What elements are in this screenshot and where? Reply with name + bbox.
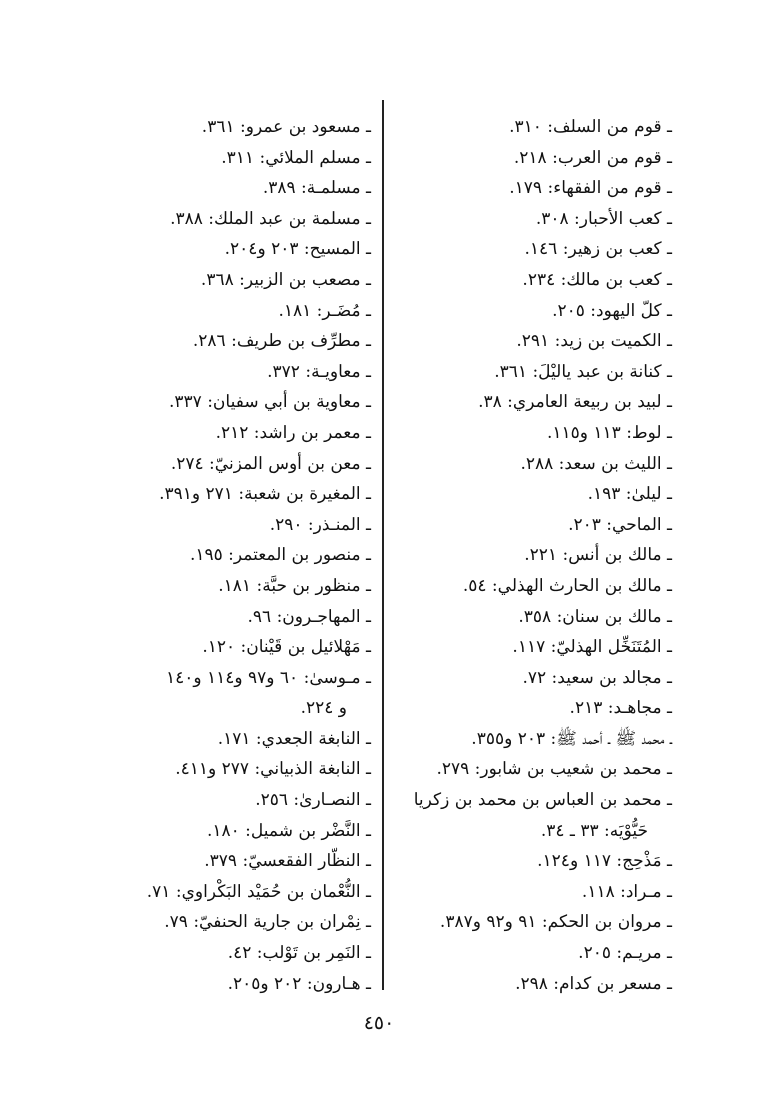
index-entry: ـ المُتَنَخِّل الهذليّ: ١١٧. (512, 637, 672, 658)
index-entry: ـ مطرِّف بن طريف: ٢٨٦. (192, 331, 371, 352)
index-entry: ـ معن بن أوس المزنيّ: ٢٧٤. (170, 453, 371, 474)
index-entry: ـ كعب الأحبار: ٣٠٨. (535, 208, 672, 229)
index-entry: ـ نِمْران بن جارية الحنفيّ: ٧٩. (164, 912, 371, 933)
index-entry: ـ المسيح: ٢٠٣ و٢٠٤. (224, 239, 371, 260)
index-entry: ـ كنانة بن عبد ياليْلَ: ٣٦١. (494, 361, 672, 382)
index-entry: ـ النَّضْر بن شميل: ١٨٠. (206, 820, 371, 841)
index-entry: ـ مَهْلائيل بن قَيْنان: ١٢٠. (202, 637, 371, 658)
index-entry: ـ مريـم: ٢٠٥. (578, 943, 672, 964)
index-entry: ـ ليلىٰ: ١٩٣. (587, 484, 672, 505)
index-entry: ـ كعب بن زهير: ١٤٦. (524, 239, 672, 260)
index-entry: ـ النابغة الجعدي: ١٧١. (217, 728, 371, 749)
index-entry: ـ المنـذر: ٢٩٠. (269, 514, 371, 535)
index-entry: ـ قوم من العرب: ٢١٨. (513, 147, 672, 168)
index-entry: ـ مسلمة بن عبد الملك: ٣٨٨. (170, 208, 371, 229)
index-entry: ـ مسعر بن كدام: ٢٩٨. (515, 973, 672, 994)
index-entry: ـ قوم من الفقهاء: ١٧٩. (509, 178, 672, 199)
index-entry: ـ معاوية بن أبي سفيان: ٣٣٧. (168, 392, 371, 413)
index-entry: ـ معاويـة: ٣٧٢. (267, 361, 371, 382)
index-entry: ـ مـوسىٰ: ٦٠ و٩٧ و١١٤ و١٤٠ (165, 667, 371, 688)
index-entry: ـ كعب بن مالك: ٢٣٤. (522, 269, 672, 290)
right-column (372, 112, 672, 999)
index-entry: ـ مسلمـة: ٣٨٩. (262, 178, 371, 199)
page-number: ٤٥٠ (363, 1012, 395, 1034)
left-column (71, 112, 371, 999)
index-entry: ـ الكميت بن زيد: ٢٩١. (516, 331, 672, 352)
index-entry: ـ هـارون: ٢٠٢ و٢٠٥. (227, 973, 371, 994)
index-entry: ـ مسلم الملائي: ٣١١. (221, 147, 371, 168)
index-entry: ـ مالك بن سنان: ٣٥٨. (518, 606, 672, 627)
index-entry: ـ المغيرة بن شعبة: ٢٧١ و٣٩١. (159, 484, 371, 505)
index-entry: ـ منصور بن المعتمر: ١٩٥. (189, 545, 371, 566)
index-entry: ـ مَذْحِج: ١١٧ و١٢٤. (537, 851, 672, 872)
index-entry: ـ النصـارىٰ: ٢٥٦. (255, 790, 371, 811)
index-entry: حَيُّوْيَه: ٣٣ ـ ٣٤. (540, 820, 648, 841)
index-entry: ـ معمر بن راشد: ٢١٢. (215, 422, 371, 443)
index-entry: ـ مـراد: ١١٨. (581, 881, 672, 902)
index-entry: ـ كلّ اليهود: ٢٠٥. (552, 300, 672, 321)
index-entry: ـ مجالد بن سعيد: ٧٢. (522, 667, 672, 688)
index-entry: ـ مالك بن الحارث الهذلي: ٥٤. (462, 575, 672, 596)
index-entry: ـ النُّعْمان بن حُمَيْد البَكْراوي: ٧١. (146, 881, 371, 902)
index-entry: ـ النَمِر بن تَوْلب: ٤٢. (227, 943, 371, 964)
index-entry: ـ الماحي: ٢٠٣. (568, 514, 672, 535)
index-entry: ـ مصعب بن الزبير: ٣٦٨. (200, 269, 371, 290)
index-entry: ـ مالك بن أنس: ٢٢١. (524, 545, 672, 566)
index-entry: ـ مجاهـد: ٢١٣. (569, 698, 672, 719)
index-entry: ـ مسعود بن عمرو: ٣٦١. (201, 117, 371, 137)
index-entry: ـ مُضَـر: ١٨١. (278, 300, 371, 321)
index-entry: و ٢٢٤. (300, 698, 347, 719)
index-entry: ـ منظور بن حبَّة: ١٨١. (218, 575, 371, 596)
index-entry: ـ محمد ﷺ ـ أحمد ﷺ: ٢٠٣ و٣٥٥. (471, 728, 672, 749)
index-entry: ـ النظّار الفقعسيّ: ٣٧٩. (204, 851, 371, 872)
index-entry: ـ لبيد بن ربيعة العامري: ٣٨. (478, 392, 672, 413)
column-divider (382, 100, 384, 990)
index-entry: ـ محمد بن شعيب بن شابور: ٢٧٩. (436, 759, 672, 780)
index-entry: ـ قوم من السلف: ٣١٠. (509, 117, 672, 137)
index-entry: ـ النابغة الذبياني: ٢٧٧ و٤١١. (175, 759, 371, 780)
index-entry: ـ لوط: ١١٣ و١١٥. (546, 422, 672, 443)
index-entry: ـ محمد بن العباس بن محمد بن زكريا (413, 790, 672, 811)
index-entry: ـ المهاجـرون: ٩٦. (247, 606, 371, 627)
index-entry: ـ الليث بن سعد: ٢٨٨. (520, 453, 672, 474)
index-entry: ـ مروان بن الحكم: ٩١ و٩٢ و٣٨٧. (439, 912, 672, 933)
